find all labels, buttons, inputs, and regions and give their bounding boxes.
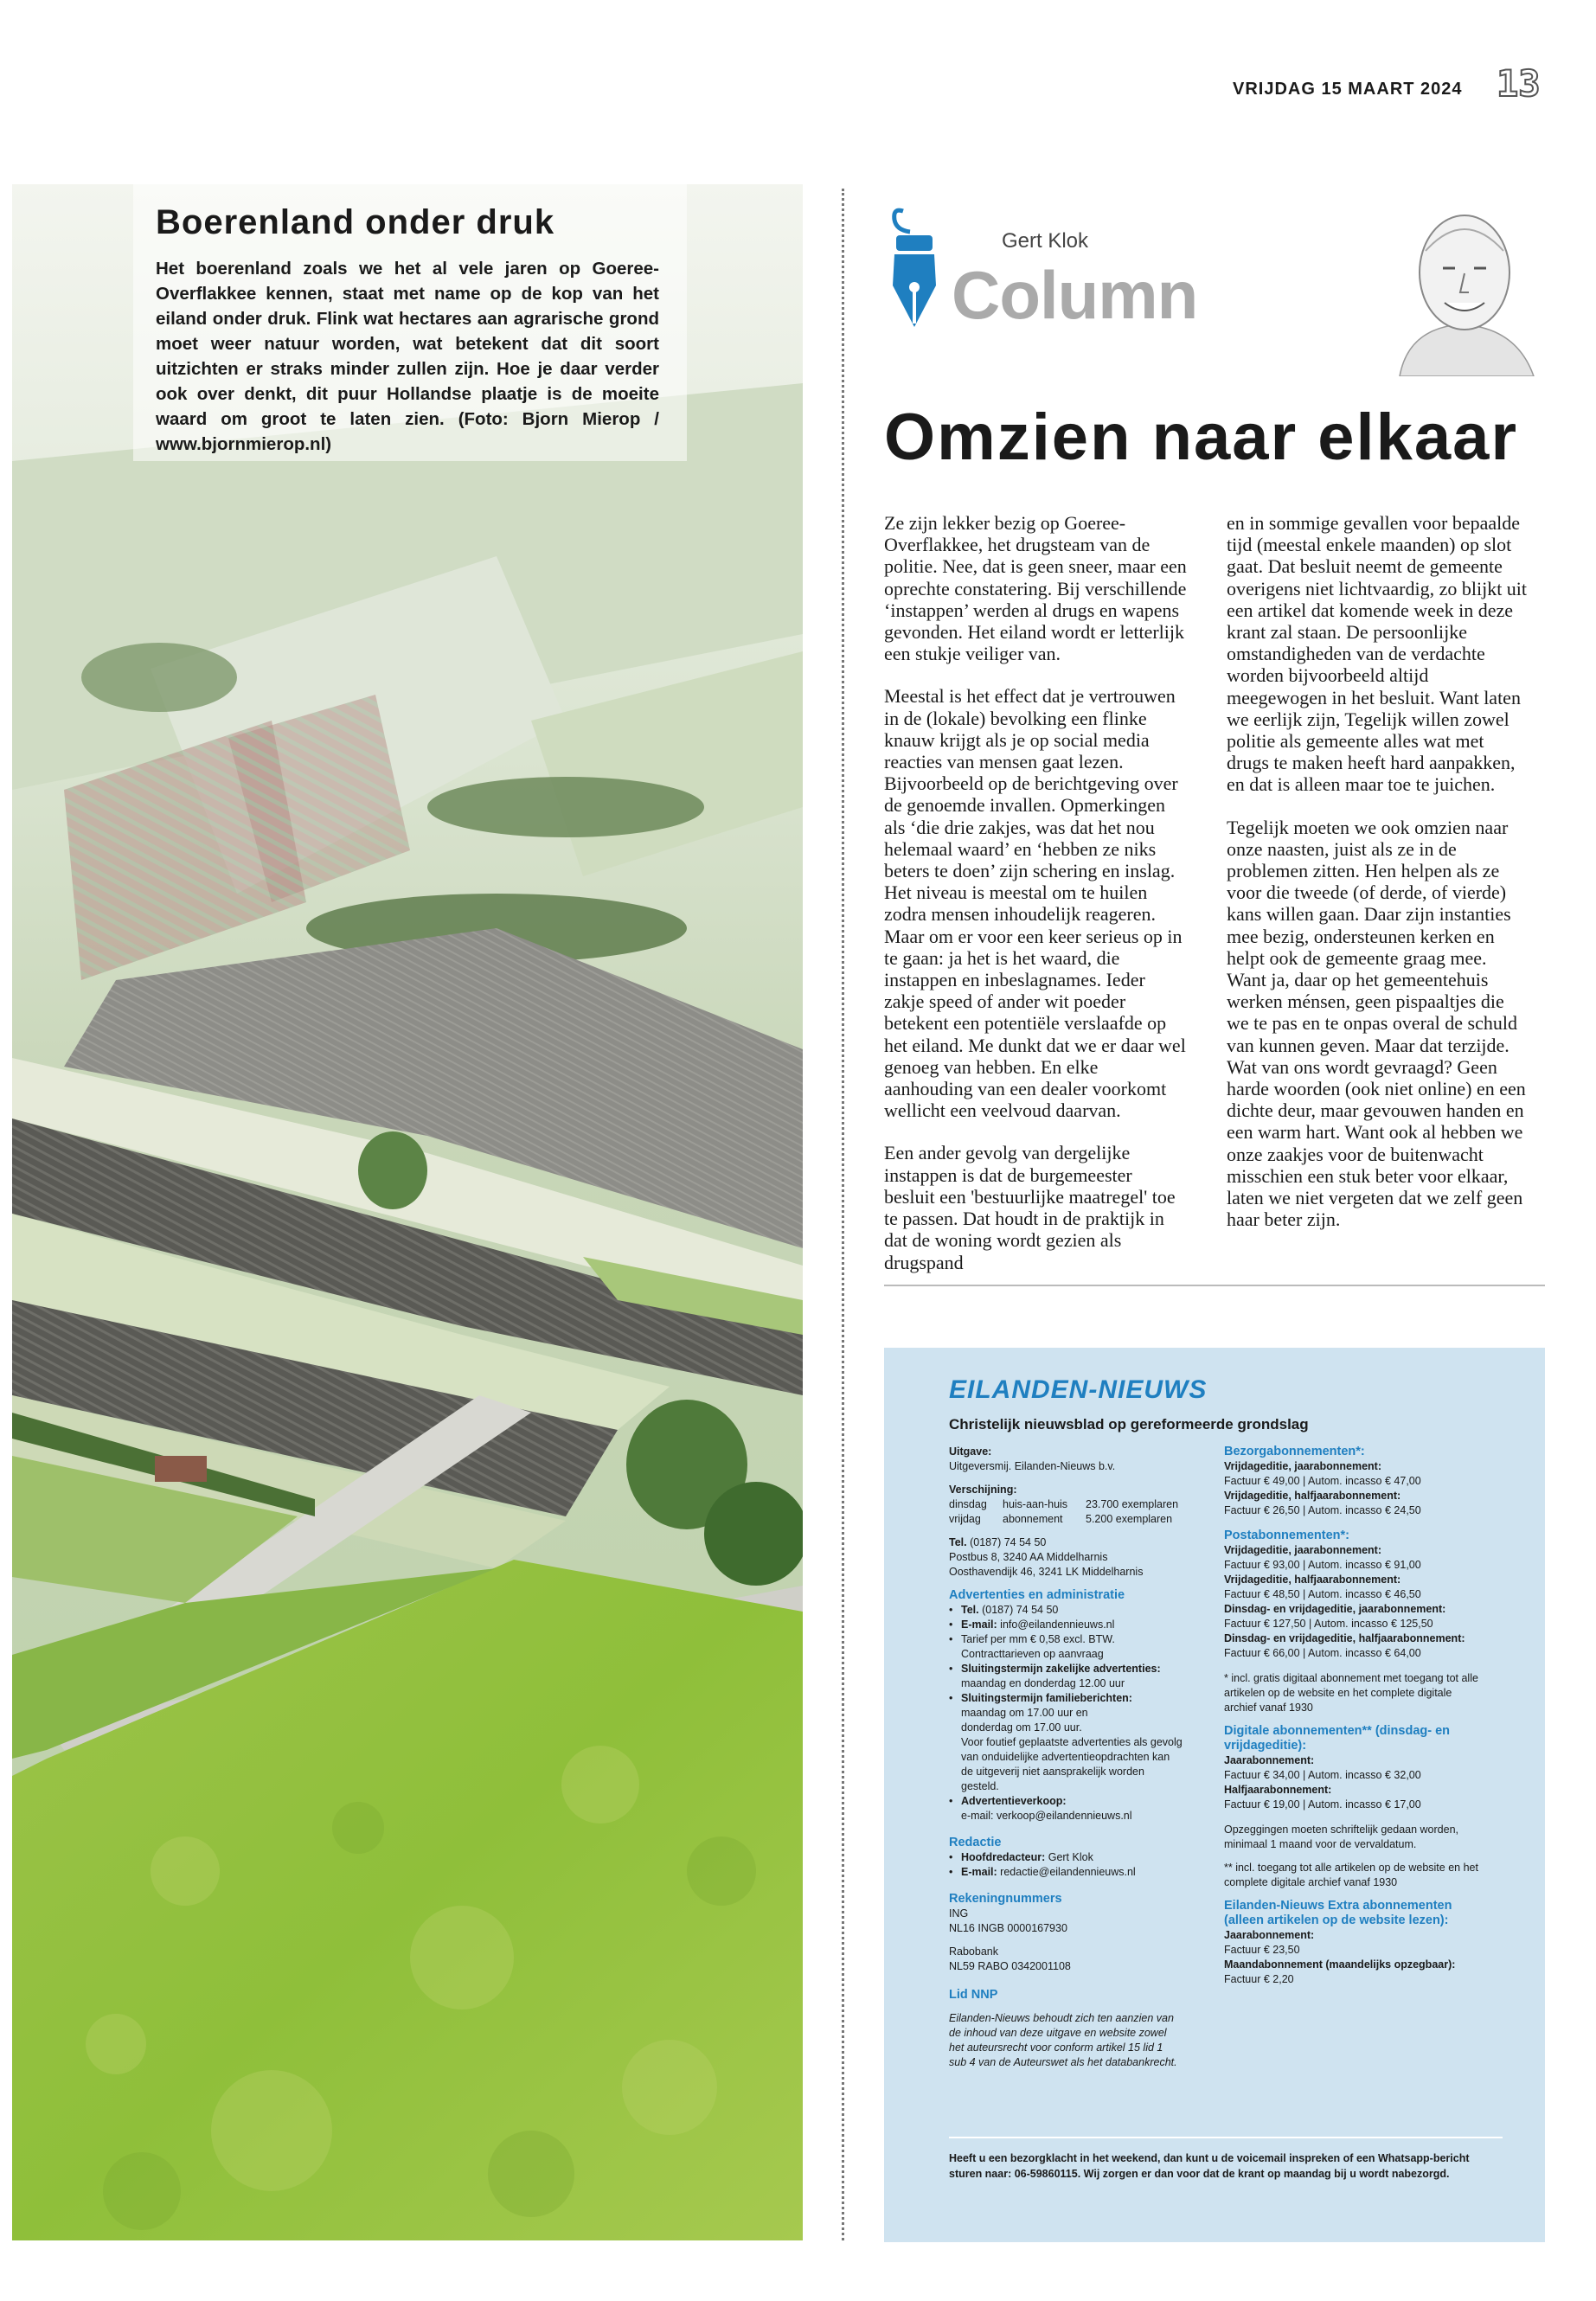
tagline: Christelijk nieuwsblad op gereformeerde grondslag: [949, 1416, 1309, 1433]
plan: Jaarabonnement:: [1224, 1929, 1315, 1941]
section-title: Digitale abonnementen** (dinsdag- en vrijdageditie):: [1224, 1724, 1451, 1753]
column-text-right: [1227, 512, 1529, 1252]
price: Factuur € 49,00 | Autom. incasso € 47,00: [1224, 1475, 1421, 1487]
column-author: Gert Klok: [1002, 229, 1089, 253]
plan: Dinsdag- en vrijdageditie, jaarabonnement:: [1224, 1603, 1446, 1615]
publisher: Uitgeversmij. Eilanden-Nieuws b.v.: [949, 1460, 1116, 1472]
photo-caption: [156, 203, 659, 457]
paragraph: Ze zijn lekker bezig op Goeree-Overflakkee, het drugsteam van de politie. Nee, dat is geen sneer, maar een oprechte constatering. Bij verschillende ‘instappen’ werden al drugs en wapens gevonden. Het eiland wordt er letterlijk een stukje veiliger van.: [884, 512, 1187, 665]
deadline: maandag om 17.00 uur en: [961, 1707, 1088, 1719]
day: vrijdag: [949, 1513, 981, 1525]
paragraph: Een ander gevolg van dergelijke instappen is dat de burgemeester besluit een 'bestuurlijke maatregel' toe te passen. Dat houdt in de praktijk in dat de woning wordt gezien als drugspand: [884, 1142, 1176, 1273]
price: Factuur € 26,50 | Autom. incasso € 24,50: [1224, 1504, 1421, 1516]
label: E-mail:: [961, 1866, 997, 1878]
section-title: Redactie: [949, 1836, 1002, 1849]
bank: ING: [949, 1907, 969, 1920]
caption-text: Het boerenland zoals we het al vele jaren op Goeree-Overflakkee kennen, staat met name op de kop van het eiland onder druk. Flink wat hectares aan agrarische grond moet weer natuur worden, wat betekent dat dit soort uitzichten er straks minder zullen zijn. Hoe je daar verder ook over denkt, dit puur Hollandse plaatje is de moeite waard om groot te laten zien. (Foto: Bjorn Mierop / www.bjornmierop.nl): [156, 259, 659, 454]
section-title: Advertenties en administratie: [949, 1588, 1125, 1602]
colophon-box: [884, 1348, 1545, 2242]
aerial-photo: [12, 184, 803, 2240]
price: Factuur € 48,50 | Autom. incasso € 46,50: [1224, 1588, 1421, 1600]
postbus: Postbus 8, 3240 AA Middelharnis: [949, 1551, 1108, 1563]
section-title: Bezorgabonnementen*:: [1224, 1445, 1365, 1458]
brand-logo: EILANDEN-NIEUWS: [949, 1375, 1208, 1404]
plan: Vrijdageditie, halfjaarabonnement:: [1224, 1490, 1401, 1502]
copies: 5.200 exemplaren: [1086, 1513, 1173, 1525]
bank: Rabobank: [949, 1945, 998, 1958]
copies: 23.700 exemplaren: [1086, 1498, 1179, 1510]
colophon-left: Uitgave: Uitgeversmij. Eilanden-Nieuws b.v. Verschijning: dinsdag huis-aan-huis 23.700 exemplaren vrijdag abonnement 5.200 exemplaren Tel. (0187) 74 54 50 Postbus 8, 3240 AA Middelharnis Oosthavendijk 46, 3241 LK Middelharnis Advertenties en administratie • Tel. (0187) 74 54 50 • E-mail: info@eilandennieuws.nl • Tarief per mm € 0,58 excl. BTW. Contracttarieven op aanvraag • Sluitingstermijn zakelijke advertenties: maandag en donderdag 12.00 uur • Sluitingstermijn familieberichten: maandag om 17.00 uur en donderdag om 17.00 uur. Voor foutief geplaatste advertenties als gevolg van onduidelijke advertentieopdrachten kan de uitgeverij niet aansprakelijk worden gesteld. • Advertentieverkoop: e-mail: verkoop@eilandennieuws.nl Redactie • Hoofdredacteur: Gert Klok • E-mail: redactie@eilandennieuws.nl Rekeningnummers ING NL16 INGB 0000167930 Rabobank NL59 RABO 0342001108 Lid NNP Eilanden-Nieuws behoudt zich ten aanzien van de inhoud van deze uitgave en website zowel het auteursrecht voor conform artikel 15 lid 1 sub 4 van de Auteurswet als het databankrecht.: [949, 1445, 1183, 2068]
rights-notice: Eilanden-Nieuws behoudt zich ten aanzien van de inhoud van deze uitgave en website zowel het auteursrecht voor conform artikel 15 lid 1 sub 4 van de Auteurswet als het databankrecht.: [949, 2012, 1177, 2068]
label: Tel.: [949, 1536, 967, 1548]
section-title: Eilanden-Nieuws Extra abonnementen (alleen artikelen op de website lezen):: [1224, 1899, 1452, 1927]
plan: Vrijdageditie, halfjaarabonnement:: [1224, 1574, 1401, 1586]
issue-date: VRIJDAG 15 MAART 2024: [1233, 80, 1463, 99]
footnote: ** incl. toegang tot alle artikelen op de website en het complete digitale archief vanaf 1930: [1224, 1862, 1478, 1888]
deadline: donderdag om 17.00 uur.: [961, 1721, 1082, 1734]
price: Factuur € 34,00 | Autom. incasso € 32,00: [1224, 1769, 1421, 1781]
price: Factuur € 93,00 | Autom. incasso € 91,00: [1224, 1559, 1421, 1571]
address: Oosthavendijk 46, 3241 LK Middelharnis: [949, 1566, 1144, 1578]
horizontal-rule: [884, 1285, 1545, 1286]
paragraph: Meestal is het effect dat je vertrouwen in de (lokale) bevolking een flinke knauw krijgt als je op social media reacties van mensen gaat lezen. Bijvoorbeeld op de berichtgeving over de genoemde invallen. Opmerkingen als ‘die drie zakjes, was dat het nou helemaal waard’ en ‘hebben ze niks beters te doen’ zijn schering en inslag. Het niveau is meestal om te huilen zodra mensen inhoudelijk reageren. Maar om er voor een keer serieus op in te gaan: ja het is het waard, die instappen en inbeslagnames. Ieder zakje speed of ander wit poeder betekent een potentiële verslaafde op het eiland. Me dunkt dat we er daar wel genoeg van hebben. En elke aanhouding van een dealer voorkomt wellicht een veelvoud daarvan.: [884, 685, 1186, 1122]
label: Hoofdredacteur:: [961, 1851, 1046, 1863]
caption-title: Boerenland onder druk: [156, 203, 555, 241]
label: Advertentieverkoop:: [961, 1795, 1067, 1807]
column-divider: [842, 189, 844, 2240]
email-link[interactable]: info@eilandennieuws.nl: [1000, 1618, 1115, 1631]
price: Factuur € 2,20: [1224, 1973, 1294, 1985]
plan: Maandabonnement (maandelijks opzegbaar):: [1224, 1958, 1456, 1971]
plan: Halfjaarabonnement:: [1224, 1784, 1332, 1796]
label: Verschijning:: [949, 1484, 1017, 1496]
fountain-pen-icon: [884, 206, 945, 340]
phone: (0187) 74 54 50: [982, 1604, 1059, 1616]
plan: Dinsdag- en vrijdageditie, halfjaarabonnement:: [1224, 1632, 1465, 1644]
deadline: maandag en donderdag 12.00 uur: [961, 1677, 1125, 1689]
column-text-left: [884, 512, 1187, 1294]
plan: Jaarabonnement:: [1224, 1754, 1315, 1766]
editor: Gert Klok: [1048, 1851, 1093, 1863]
label: Sluitingstermijn familieberichten:: [961, 1692, 1132, 1704]
section-title: Lid NNP: [949, 1988, 998, 2002]
label: Tel.: [961, 1604, 979, 1616]
column-label: Column: [952, 257, 1198, 333]
email-link[interactable]: e-mail: verkoop@eilandennieuws.nl: [961, 1810, 1132, 1822]
day: dinsdag: [949, 1498, 987, 1510]
author-portrait: [1391, 199, 1538, 381]
price: Factuur € 66,00 | Autom. incasso € 64,00: [1224, 1647, 1421, 1659]
footnote: * incl. gratis digitaal abonnement met toegang tot alle artikelen op de website en het complete digitale archief vanaf 1930: [1224, 1672, 1478, 1714]
email-link[interactable]: redactie@eilandennieuws.nl: [1000, 1866, 1136, 1878]
phone: (0187) 74 54 50: [970, 1536, 1047, 1548]
price: Factuur € 23,50: [1224, 1944, 1300, 1956]
plan: Vrijdageditie, jaarabonnement:: [1224, 1544, 1381, 1556]
section-title: Postabonnementen*:: [1224, 1529, 1350, 1542]
column-headline: Omzien naar elkaar: [884, 401, 1519, 474]
paragraph: Tegelijk moeten we ook omzien naar onze naasten, juist als ze in de problemen zitten. Hen helpen als ze voor die tweede (of derde, of vierde) kans willen gaan. Daar zijn instanties mee bezig, ondersteunen kerken en helpt ook de gemeente graag mee. Want ja, daar op het gemeentehuis werken ménsen, geen pispaaltjes die we te pas en te onpas overal de schuld van kunnen geven. Maar dat terzijde. Wat van ons wordt gevraagd? Geen harde woorden (ook niet online) en een dichte deur, maar gevouwen handen en een warm hart. Want ook al hebben we onze zaakjes voor de buitenwacht misschien een stuk beter voor elkaar, laten we niet vergeten dat we zelf geen haar beter zijn.: [1227, 816, 1526, 1231]
label: Uitgave:: [949, 1445, 992, 1458]
paragraph: en in sommige gevallen voor bepaalde tijd (meestal enkele maanden) op slot gaat. Dat besluit neemt de gemeente overigens niet lichtvaardig, zo blijkt uit een artikel dat komende week in deze krant zal staan. De persoonlijke omstandigheden van de verdachte worden bijvoorbeeld altijd meegewogen in het besluit. Want laten we eerlijk zijn, Tegelijk willen zowel politie als gemeente alles wat met drugs te maken heeft hard aanpakken, en dat is alleen maar toe te juichen.: [1227, 512, 1528, 796]
section-title: Rekeningnummers: [949, 1892, 1062, 1906]
type: huis-aan-huis: [1003, 1498, 1068, 1510]
plan: Vrijdageditie, jaarabonnement:: [1224, 1460, 1381, 1472]
type: abonnement: [1003, 1513, 1063, 1525]
label: E-mail:: [961, 1618, 997, 1631]
page-number: 13: [1497, 62, 1541, 105]
complaint-notice: Heeft u een bezorgklacht in het weekend, dan kunt u de voicemail inspreken of een Whatsapp-bericht sturen naar: 06-59860115. Wij zorgen er dan voor dat de krant op maandag bij u wordt nabezorgd.: [949, 2137, 1503, 2182]
cancellation-notice: Opzeggingen moeten schriftelijk gedaan worden, minimaal 1 maand voor de vervaldatum.: [1224, 1823, 1459, 1850]
label: Sluitingstermijn zakelijke advertenties:: [961, 1663, 1161, 1675]
account: NL59 RABO 0342001108: [949, 1960, 1071, 1972]
disclaimer: Voor foutief geplaatste advertenties als gevolg van onduidelijke advertentieopdrachten kan de uitgeverij niet aansprakelijk worden gesteld.: [961, 1736, 1183, 1792]
account: NL16 INGB 0000167930: [949, 1922, 1067, 1934]
tarief: Tarief per mm € 0,58 excl. BTW.: [961, 1633, 1115, 1645]
price: Factuur € 19,00 | Autom. incasso € 17,00: [1224, 1798, 1421, 1811]
colophon-right: [1224, 1445, 1484, 1987]
contract: Contracttarieven op aanvraag: [961, 1648, 1104, 1660]
price: Factuur € 127,50 | Autom. incasso € 125,50: [1224, 1618, 1433, 1630]
